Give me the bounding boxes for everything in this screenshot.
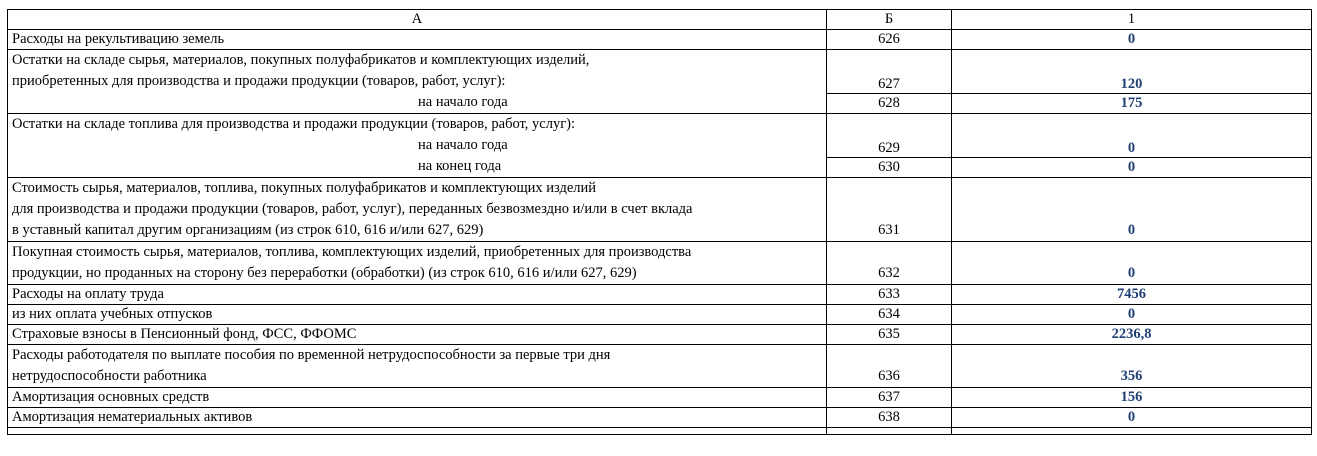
- row-description: [8, 114, 827, 178]
- table-row: [8, 345, 1312, 388]
- row-value: 0: [952, 178, 1312, 242]
- header-row: [8, 10, 1312, 30]
- row-description-line: для производства и продажи продукции (товаров, работ, услуг), переданных безвозмездно и/или в счет вклада: [12, 201, 693, 217]
- row-code: 630: [827, 158, 952, 178]
- row-code: 636: [827, 345, 952, 388]
- row-value: 120: [952, 50, 1312, 94]
- report-table: [7, 9, 1312, 435]
- table-row: [8, 242, 1312, 285]
- row-description: из них оплата учебных отпусков: [8, 305, 827, 325]
- row-description: [8, 50, 827, 114]
- row-description-line: в уставный капитал другим организациям (из строк 610, 616 и/или 627, 629): [12, 222, 484, 238]
- row-value: 0: [952, 30, 1312, 50]
- row-code: 638: [827, 408, 952, 428]
- row-description-line: Расходы работодателя по выплате пособия по временной нетрудоспособности за первые три дня: [12, 347, 611, 363]
- row-description-line: Остатки на складе сырья, материалов, покупных полуфабрикатов и комплектующих изделий,: [12, 52, 590, 68]
- row-description: [8, 345, 827, 388]
- row-description-line: Покупная стоимость сырья, материалов, топлива, комплектующих изделий, приобретенных для производства: [12, 244, 692, 260]
- row-description-line: нетрудоспособности работника: [12, 368, 207, 384]
- header-col-1: 1: [952, 10, 1312, 30]
- row-code: 627: [827, 50, 952, 94]
- row-value: 0: [952, 114, 1312, 158]
- row-description: Амортизация нематериальных активов: [8, 408, 827, 428]
- row-sublabel: на начало года: [418, 137, 508, 153]
- row-sublabel: на конец года: [418, 158, 502, 174]
- row-description-line: приобретенных для производства и продажи продукции (товаров, работ, услуг):: [12, 73, 506, 89]
- row-value: 2236,8: [952, 325, 1312, 345]
- table-row: [8, 408, 1312, 428]
- table-row: [8, 114, 1312, 158]
- row-description-line: продукции, но проданных на сторону без переработки (обработки) (из строк 610, 616 и/или 627, 629): [12, 265, 637, 281]
- row-code: 629: [827, 114, 952, 158]
- row-description: Расходы на оплату труда: [8, 285, 827, 305]
- table-row: [8, 50, 1312, 94]
- row-value: 175: [952, 94, 1312, 114]
- row-code: 632: [827, 242, 952, 285]
- table-row: [8, 325, 1312, 345]
- row-code: 637: [827, 388, 952, 408]
- row-code: 631: [827, 178, 952, 242]
- row-code: 633: [827, 285, 952, 305]
- row-value: 356: [952, 345, 1312, 388]
- row-value: 0: [952, 158, 1312, 178]
- row-value: 156: [952, 388, 1312, 408]
- row-description: Амортизация основных средств: [8, 388, 827, 408]
- table-row: [8, 285, 1312, 305]
- table-row-cut: [8, 428, 1312, 435]
- row-value: 0: [952, 242, 1312, 285]
- header-col-a: А: [8, 10, 827, 30]
- row-code: 635: [827, 325, 952, 345]
- row-code: 628: [827, 94, 952, 114]
- row-description-line: Стоимость сырья, материалов, топлива, покупных полуфабрикатов и комплектующих изделий: [12, 180, 597, 196]
- table-row: [8, 388, 1312, 408]
- row-code: 634: [827, 305, 952, 325]
- table-row: [8, 30, 1312, 50]
- table-row: [8, 178, 1312, 242]
- row-sublabel: на начало года: [418, 94, 508, 110]
- row-description: Страховые взносы в Пенсионный фонд, ФСС, ФФОМС: [8, 325, 827, 345]
- row-code: 626: [827, 30, 952, 50]
- header-col-b: Б: [827, 10, 952, 30]
- row-description: [8, 242, 827, 285]
- row-description-line: Остатки на складе топлива для производства и продажи продукции (товаров, работ, услуг):: [12, 116, 575, 132]
- table-row: [8, 305, 1312, 325]
- row-value: 0: [952, 305, 1312, 325]
- row-description: Расходы на рекультивацию земель: [8, 30, 827, 50]
- row-description: [8, 178, 827, 242]
- row-value: 7456: [952, 285, 1312, 305]
- row-value: 0: [952, 408, 1312, 428]
